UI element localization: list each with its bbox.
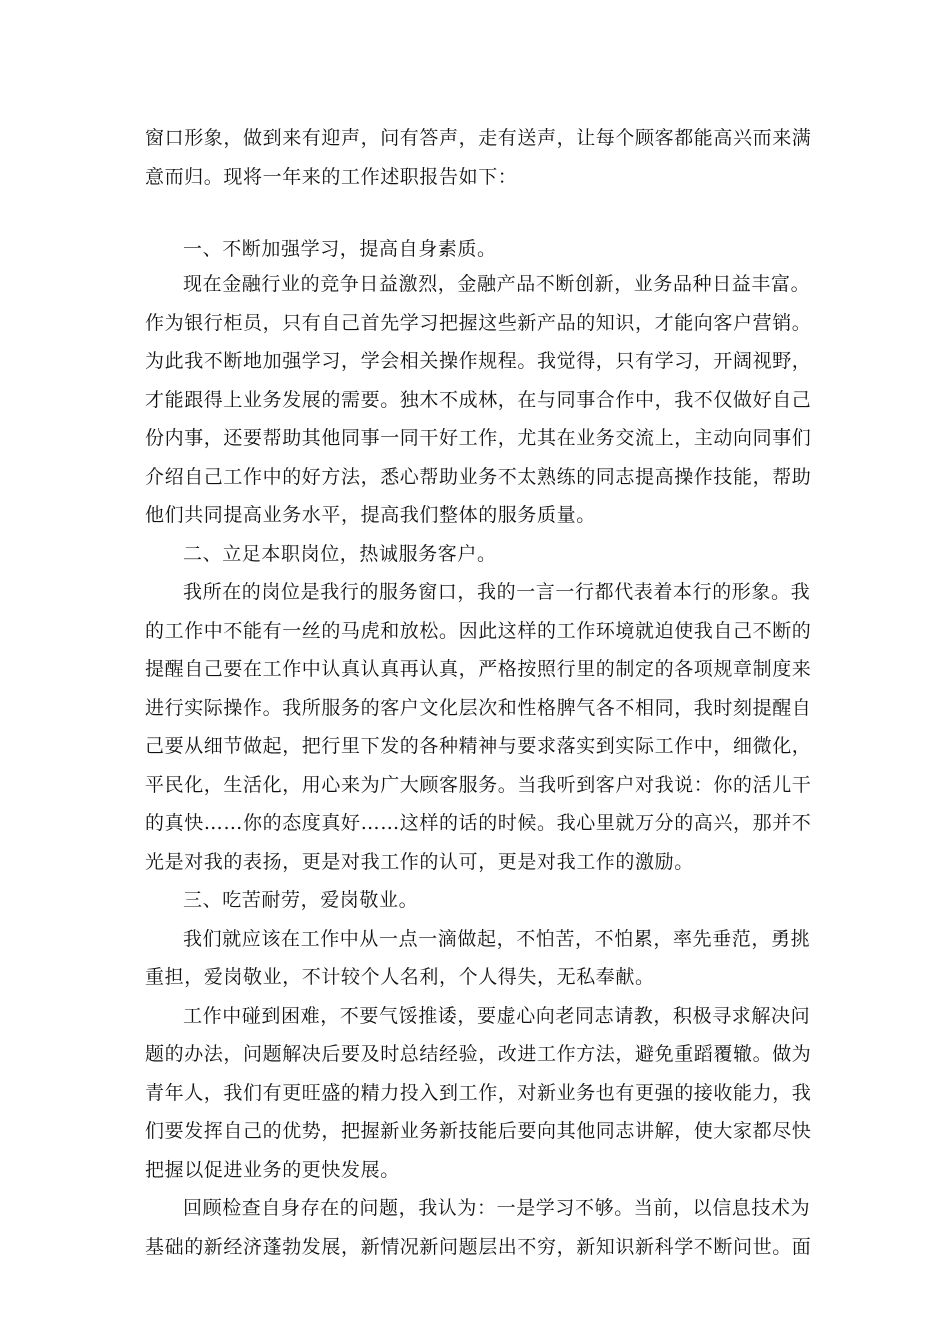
text-line: 他们共同提高业务水平，提高我们整体的服务质量。 <box>145 504 596 526</box>
text-line: 们要发挥自己的优势，把握新业务新技能后要向其他同志讲解，使大家都尽快 <box>145 1120 812 1142</box>
text-line: 青年人，我们有更旺盛的精力投入到工作，对新业务也有更强的接收能力，我 <box>145 1082 812 1104</box>
text-line: 为此我不断地加强学习，学会相关操作规程。我觉得，只有学习，开阔视野， <box>145 350 812 372</box>
text-line: 提醒自己要在工作中认真认真再认真，严格按照行里的制定的各项规章制度来 <box>145 658 812 680</box>
section-heading-3: 三、吃苦耐劳，爱岗敬业。 <box>183 889 419 911</box>
section-heading-1: 一、不断加强学习，提高自身素质。 <box>183 238 497 260</box>
text-line: 份内事，还要帮助其他同事一同干好工作，尤其在业务交流上，主动向同事们 <box>145 427 812 449</box>
text-line: 我所在的岗位是我行的服务窗口，我的一言一行都代表着本行的形象。我 <box>183 581 811 603</box>
text-line: 把握以促进业务的更快发展。 <box>145 1159 400 1181</box>
section-heading-2: 二、立足本职岗位，热诚服务客户。 <box>183 543 497 565</box>
text-line: 基础的新经济蓬勃发展，新情况新问题层出不穷，新知识新科学不断问世。面 <box>145 1236 812 1258</box>
text-line: 重担，爱岗敬业，不计较个人名利，个人得失，无私奉献。 <box>145 966 655 988</box>
text-line: 回顾检查自身存在的问题，我认为：一是学习不够。当前，以信息技术为 <box>183 1197 811 1219</box>
text-line: 进行实际操作。我所服务的客户文化层次和性格脾气各不相同，我时刻提醒自 <box>145 697 812 719</box>
text-line: 题的办法，问题解决后要及时总结经验，改进工作方法，避免重蹈覆辙。做为 <box>145 1043 812 1065</box>
text-line: 光是对我的表扬，更是对我工作的认可，更是对我工作的激励。 <box>145 851 694 873</box>
text-line: 工作中碰到困难，不要气馁推诿，要虚心向老同志请教，积极寻求解决问 <box>183 1005 811 1027</box>
text-line: 的真快……你的态度真好……这样的话的时候。我心里就万分的高兴，那并不 <box>145 812 812 834</box>
text-line: 的工作中不能有一丝的马虎和放松。因此这样的工作环境就迫使我自己不断的 <box>145 620 812 642</box>
text-line: 介绍自己工作中的好方法，悉心帮助业务不太熟练的同志提高操作技能，帮助 <box>145 466 812 488</box>
text-line: 我们就应该在工作中从一点一滴做起，不怕苦，不怕累，率先垂范，勇挑 <box>183 928 811 950</box>
text-line: 意而归。现将一年来的工作述职报告如下： <box>145 166 518 188</box>
text-line: 现在金融行业的竞争日益激烈，金融产品不断创新，业务品种日益丰富。 <box>183 273 811 295</box>
text-line: 作为银行柜员，只有自己首先学习把握这些新产品的知识，才能向客户营销。 <box>145 312 812 334</box>
text-line: 平民化，生活化，用心来为广大顾客服务。当我听到客户对我说：你的活儿干 <box>145 774 812 796</box>
text-line: 才能跟得上业务发展的需要。独木不成林，在与同事合作中，我不仅做好自己 <box>145 389 812 411</box>
text-line: 己要从细节做起，把行里下发的各种精神与要求落实到实际工作中，细微化， <box>145 735 812 757</box>
text-line: 窗口形象，做到来有迎声，问有答声，走有送声，让每个顾客都能高兴而来满 <box>145 127 812 149</box>
